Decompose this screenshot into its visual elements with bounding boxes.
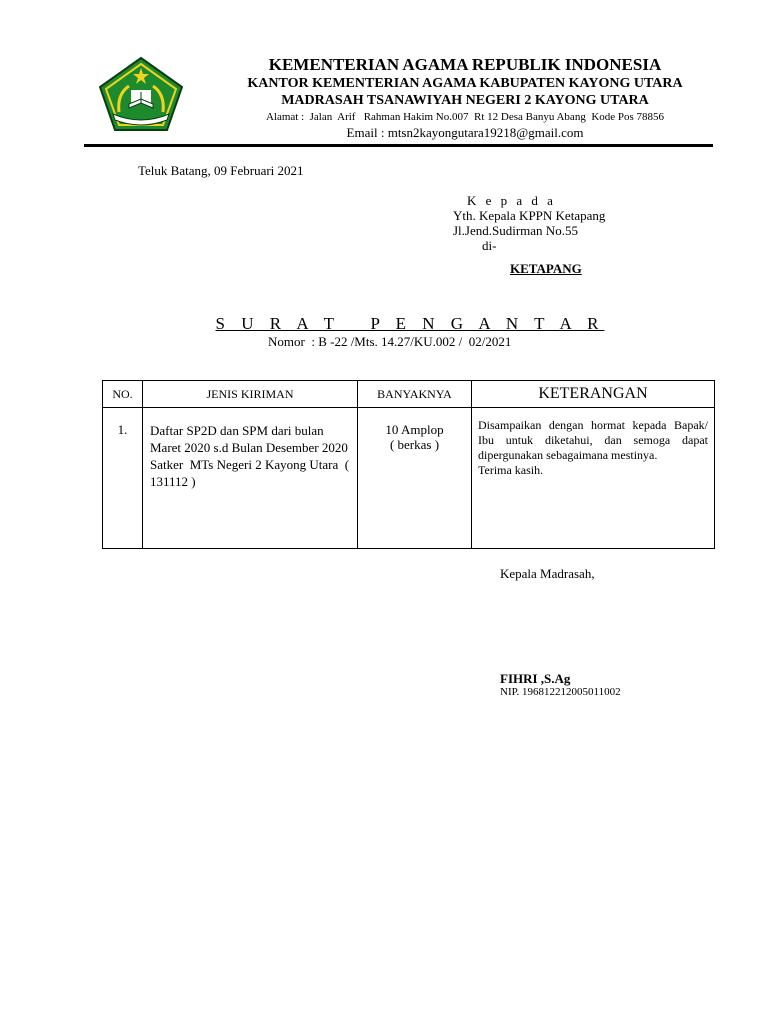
header-jenis: JENIS KIRIMAN — [143, 381, 358, 408]
recipient: Yth. Kepala KPPN Ketapang — [453, 208, 606, 223]
di-label: di- — [482, 238, 497, 253]
school-email: Email : mtsn2kayongutara19218@gmail.com — [346, 125, 584, 140]
items-table — [102, 380, 715, 549]
header-banyaknya: BANYAKNYA — [358, 381, 472, 408]
office-name: KANTOR KEMENTERIAN AGAMA KABUPATEN KAYONG UTARA — [247, 76, 683, 91]
keterangan-text: Disampaikan dengan hormat kepada Bapak/ Ibu untuk diketahui, dan semoga dapat dipergunakan sebagaimana mestinya. — [478, 418, 708, 462]
cell-banyaknya — [358, 408, 472, 549]
school-address: Alamat : Jalan Arif Rahman Hakim No.007 Rt 12 Desa Banyu Abang Kode Pos 78856 — [265, 111, 665, 123]
letter-title: S U R A T P E N G A N T A R — [215, 314, 605, 333]
keterangan-closing: Terima kasih. — [478, 463, 544, 477]
banyaknya-qty: 10 Amplop — [385, 422, 444, 437]
signatory-name: FIHRI ,S.Ag — [500, 671, 571, 686]
cell-jenis: Daftar SP2D dan SPM dari bulan Maret 2020 s.d Bulan Desember 2020 Satker MTs Negeri 2 Kayong Utara ( 131112 ) — [143, 408, 358, 549]
letter-number: Nomor : B -22 /Mts. 14.27/KU.002 / 02/2021 — [268, 334, 512, 349]
ministry-name: KEMENTERIAN AGAMA REPUBLIK INDONESIA — [268, 55, 662, 74]
table-row — [103, 408, 715, 549]
header-no: NO. — [103, 381, 143, 408]
letterhead-divider — [84, 144, 713, 147]
banyaknya-unit: ( berkas ) — [389, 437, 440, 452]
place-date: Teluk Batang, 09 Februari 2021 — [138, 163, 304, 178]
kepada-label: K e p a d a — [467, 193, 556, 208]
cell-no: 1. — [103, 408, 143, 549]
recipient-address: Jl.Jend.Sudirman No.55 — [453, 223, 578, 238]
ministry-logo-icon — [97, 56, 185, 132]
table-header-row — [103, 381, 715, 408]
header-keterangan: KETERANGAN — [472, 381, 715, 408]
signatory-nip: NIP. 196812212005011002 — [500, 686, 621, 698]
school-name: MADRASAH TSANAWIYAH NEGERI 2 KAYONG UTARA — [281, 93, 649, 108]
signatory-position: Kepala Madrasah, — [500, 566, 595, 581]
recipient-city: KETAPANG — [510, 261, 582, 276]
cell-keterangan — [472, 408, 715, 549]
